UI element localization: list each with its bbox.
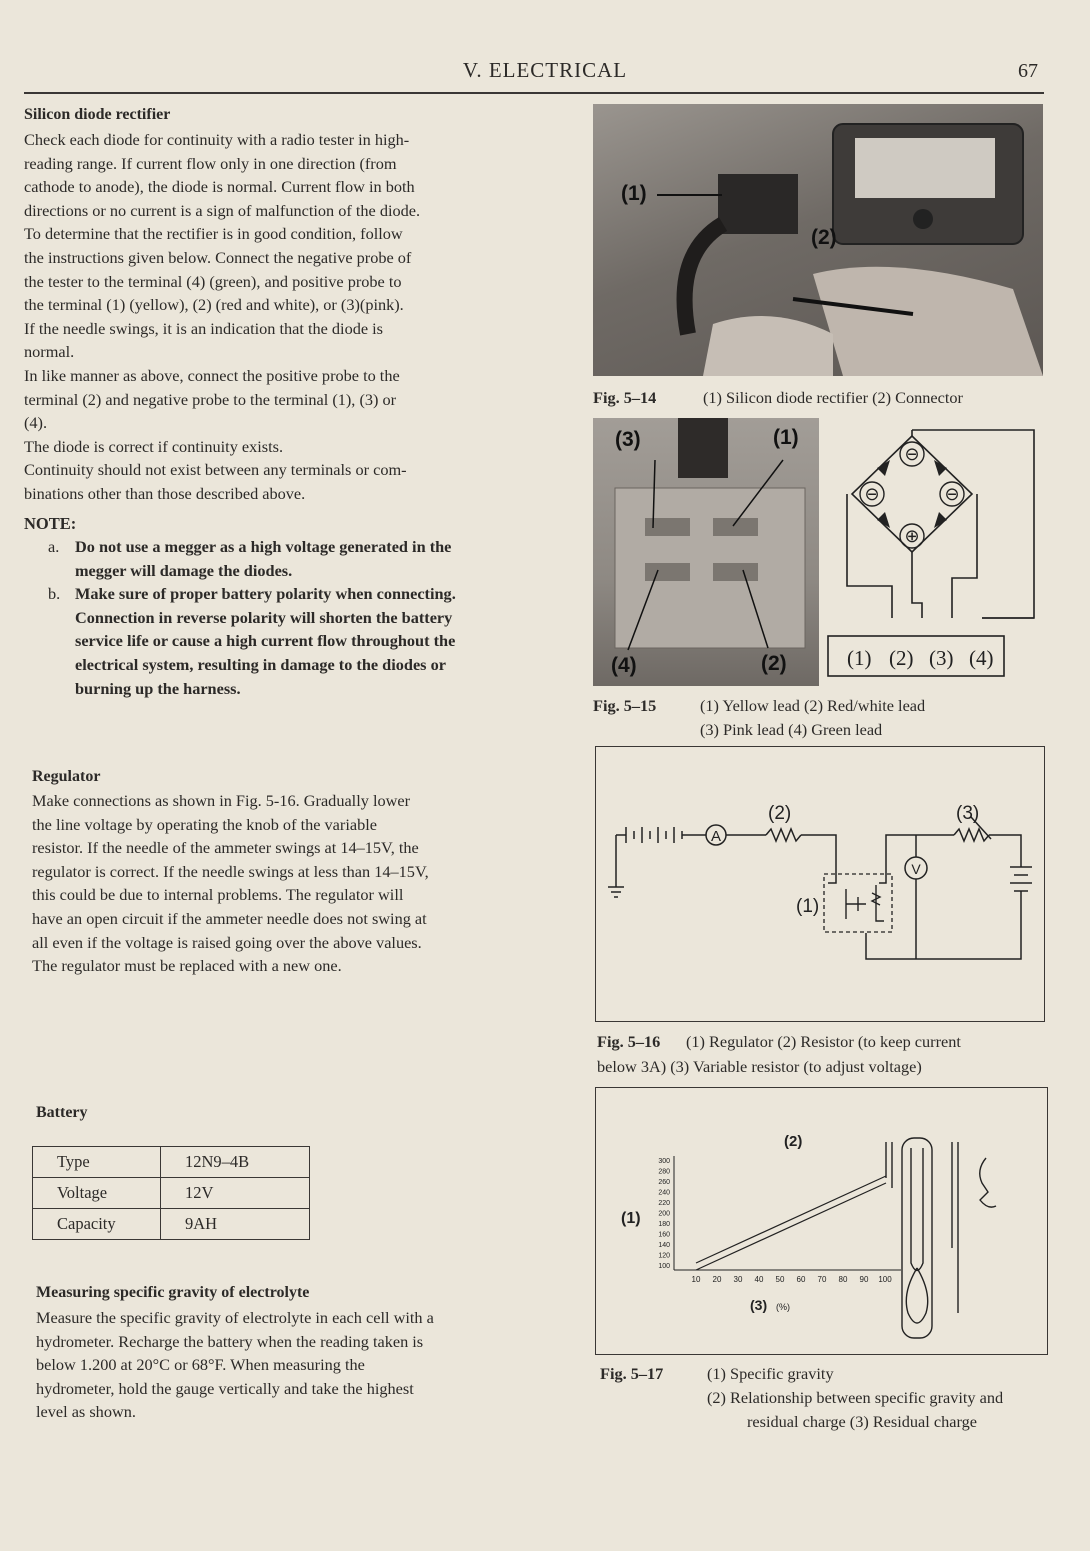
- bridge-sign: ⊕: [904, 526, 920, 547]
- voltmeter-symbol: V: [911, 861, 921, 877]
- y-tick-label: 180: [658, 1221, 670, 1228]
- y-axis-ticks: [658, 1158, 670, 1270]
- relationship-line: [696, 1176, 886, 1263]
- fig17-caption-line: (1) Specific gravity: [707, 1364, 834, 1383]
- fig16-frame: [595, 746, 1045, 1022]
- text-line: this could be due to internal problems. The regulator will: [32, 885, 404, 905]
- table-cell-label: Voltage: [33, 1178, 161, 1209]
- text-line: terminal (2) and negative probe to the terminal (1), (3) or: [24, 389, 397, 409]
- table-cell-value: 12V: [161, 1178, 310, 1209]
- fig17-label-2: (2): [784, 1133, 803, 1150]
- note-item-a: [48, 535, 530, 582]
- text-line: If the needle swings, it is an indication that the diode is: [24, 318, 384, 338]
- terminal-label: (4): [969, 646, 994, 670]
- text-line: the instructions given below. Connect the negative probe of: [24, 247, 412, 267]
- note-line: burning up the harness.: [75, 678, 241, 698]
- note-item-b: [48, 582, 530, 700]
- text-line: the tester to the terminal (4) (green), and positive probe to: [24, 271, 402, 291]
- table-row: [33, 1178, 310, 1209]
- text-line: The regulator must be replaced with a new one.: [32, 956, 342, 976]
- y-tick-label: 240: [658, 1189, 670, 1197]
- x-tick-label: 60: [796, 1275, 806, 1284]
- fig15-photo-label: (1): [773, 426, 799, 449]
- text-line: level as shown.: [36, 1402, 136, 1422]
- text-line: regulator is correct. If the needle swings at less than 14–15V,: [32, 861, 429, 881]
- leader-line: [657, 194, 722, 196]
- note-line: electrical system, resulting in damage to the diodes or: [75, 654, 446, 674]
- ammeter-symbol: A: [710, 828, 722, 845]
- fig15-photo-illustration: [593, 418, 819, 686]
- x-tick-label: 70: [817, 1275, 827, 1284]
- note-line: Do not use a megger as a high voltage generated in the: [75, 537, 452, 556]
- text-line: hydrometer. Recharge the battery when the reading taken is: [36, 1331, 424, 1351]
- section-heading-battery: Battery: [36, 1104, 88, 1121]
- fig17-number: Fig. 5–17: [600, 1364, 664, 1383]
- fig15-caption-line: (3) Pink lead (4) Green lead: [700, 720, 883, 739]
- x-axis-ticks: [692, 1275, 893, 1284]
- section-heading-regulator: Regulator: [32, 768, 101, 785]
- table-row: [33, 1147, 310, 1178]
- battery-spec-table: [32, 1146, 310, 1240]
- text-line: Check each diode for continuity with a radio tester in high-: [24, 130, 410, 149]
- note-line: service life or cause a high current flow throughout the: [75, 631, 456, 651]
- y-tick-label: 300: [658, 1158, 670, 1165]
- fig15-photo-label: (2): [761, 652, 787, 675]
- text-line: below 1.200 at 20°C or 68°F. When measuring the: [36, 1355, 365, 1375]
- y-tick-label: 260: [658, 1179, 670, 1186]
- x-tick-label: 90: [859, 1275, 869, 1284]
- fig14-number: Fig. 5–14: [593, 388, 657, 407]
- section-heading-gravity: Measuring specific gravity of electrolyte: [36, 1284, 310, 1301]
- text-line: reading range. If current flow only in one direction (from: [24, 153, 397, 173]
- note-line: Make sure of proper battery polarity when connecting.: [75, 584, 456, 604]
- text-line: directions or no current is a sign of malfunction of the diode.: [24, 200, 421, 220]
- x-tick-label: 20: [712, 1275, 722, 1284]
- fig14-label-1: (1): [621, 182, 647, 205]
- note-heading: NOTE:: [24, 514, 77, 533]
- fig15-number: Fig. 5–15: [593, 696, 657, 715]
- fig15-diode-bridge: [822, 418, 1040, 688]
- text-line: Continuity should not exist between any terminals or com-: [24, 460, 407, 480]
- fig15-photo-label: (4): [611, 654, 637, 677]
- text-line: Make connections as shown in Fig. 5-16. Gradually lower: [32, 791, 411, 810]
- fig16-label-3: (3): [956, 803, 980, 824]
- running-header: V. ELECTRICAL: [462, 58, 628, 82]
- text-line: The diode is correct if continuity exists.: [24, 436, 284, 456]
- terminal-label: (1): [847, 646, 872, 670]
- fig17-frame: [595, 1087, 1048, 1355]
- y-tick-label: 140: [658, 1242, 670, 1249]
- fig17-chart: [596, 1088, 1046, 1353]
- header-rule: [24, 92, 1044, 94]
- fig15-photo-label: (3): [615, 428, 641, 451]
- table-row: [33, 1209, 310, 1240]
- text-line: (4).: [24, 413, 48, 433]
- x-tick-label: 50: [775, 1275, 785, 1284]
- fig17-label-1: (1): [621, 1210, 641, 1227]
- text-line: To determine that the rectifier is in good condition, follow: [24, 224, 403, 244]
- text-line: hydrometer, hold the gauge vertically and take the highest: [36, 1378, 414, 1398]
- fig17-caption-line: residual charge (3) Residual charge: [747, 1412, 977, 1431]
- note-line: megger will damage the diodes.: [75, 560, 293, 580]
- y-tick-label: 160: [658, 1231, 670, 1239]
- fig16-label-1: (1): [796, 896, 820, 917]
- bridge-sign: ⊖: [864, 484, 880, 505]
- text-line: have an open circuit if the ammeter needle does not swing at: [32, 908, 427, 928]
- x-tick-label: 40: [754, 1275, 764, 1284]
- fig16-label-2: (2): [768, 803, 792, 824]
- fig17-label-3: (3): [750, 1297, 768, 1313]
- bridge-sign: ⊖: [904, 444, 920, 465]
- terminal-label: (3): [929, 646, 954, 670]
- x-tick-label: 30: [733, 1275, 743, 1284]
- note-marker: a.: [48, 537, 60, 556]
- relationship-line: [696, 1183, 886, 1270]
- x-tick-label: 100: [878, 1275, 892, 1284]
- terminal-label: (2): [889, 646, 914, 670]
- fig15-photo: [593, 418, 819, 686]
- text-line: resistor. If the needle of the ammeter swings at 14–15V, the: [32, 838, 419, 858]
- fig14-photo: [593, 104, 1043, 376]
- y-tick-label: 200: [658, 1210, 670, 1218]
- y-tick-label: 220: [658, 1200, 670, 1207]
- fig15-caption-line: (1) Yellow lead (2) Red/white lead: [700, 696, 926, 715]
- text-line: Measure the specific gravity of electrolyte in each cell with a: [36, 1308, 434, 1327]
- text-line: binations other than those described above.: [24, 483, 306, 503]
- text-line: all even if the voltage is raised going over the above values.: [32, 932, 422, 952]
- y-tick-label: 120: [658, 1252, 670, 1260]
- text-line: cathode to anode), the diode is normal. Current flow in both: [24, 177, 415, 197]
- fig16-caption-line: (1) Regulator (2) Resistor (to keep current: [686, 1032, 961, 1051]
- table-cell-label: Capacity: [33, 1209, 161, 1240]
- y-tick-label: 280: [658, 1168, 670, 1176]
- section-heading-rectifier: Silicon diode rectifier: [24, 106, 171, 123]
- fig16-circuit-diagram: [596, 747, 1043, 1020]
- gravity-body: [36, 1306, 538, 1424]
- note-list: [48, 535, 530, 700]
- bridge-sign: ⊖: [944, 484, 960, 505]
- table-cell-label: Type: [33, 1147, 161, 1178]
- table-cell-value: 9AH: [161, 1209, 310, 1240]
- note-line: Connection in reverse polarity will shorten the battery: [75, 607, 453, 627]
- fig17-caption-line: (2) Relationship between specific gravity and: [707, 1388, 1004, 1407]
- hydrometer-icon: [886, 1138, 996, 1338]
- y-tick-label: 100: [658, 1263, 670, 1270]
- text-line: In like manner as above, connect the positive probe to the: [24, 365, 400, 385]
- fig16-number: Fig. 5–16: [597, 1032, 661, 1051]
- fig16-caption-line: below 3A) (3) Variable resistor (to adjust voltage): [597, 1057, 922, 1076]
- text-line: normal.: [24, 342, 75, 362]
- note-marker: b.: [48, 584, 61, 604]
- fig17-unit: (%): [776, 1302, 790, 1312]
- rectifier-body: [24, 128, 529, 506]
- text-line: the line voltage by operating the knob of the variable: [32, 814, 377, 834]
- table-cell-value: 12N9–4B: [161, 1147, 310, 1178]
- text-line: the terminal (1) (yellow), (2) (red and white), or (3)(pink).: [24, 295, 404, 315]
- x-tick-label: 10: [691, 1275, 701, 1284]
- regulator-body: [32, 789, 532, 978]
- fig14-label-2: (2): [811, 226, 837, 249]
- x-tick-label: 80: [838, 1275, 848, 1284]
- fig14-caption: (1) Silicon diode rectifier (2) Connector: [703, 388, 963, 407]
- page-number: 67: [1018, 60, 1038, 82]
